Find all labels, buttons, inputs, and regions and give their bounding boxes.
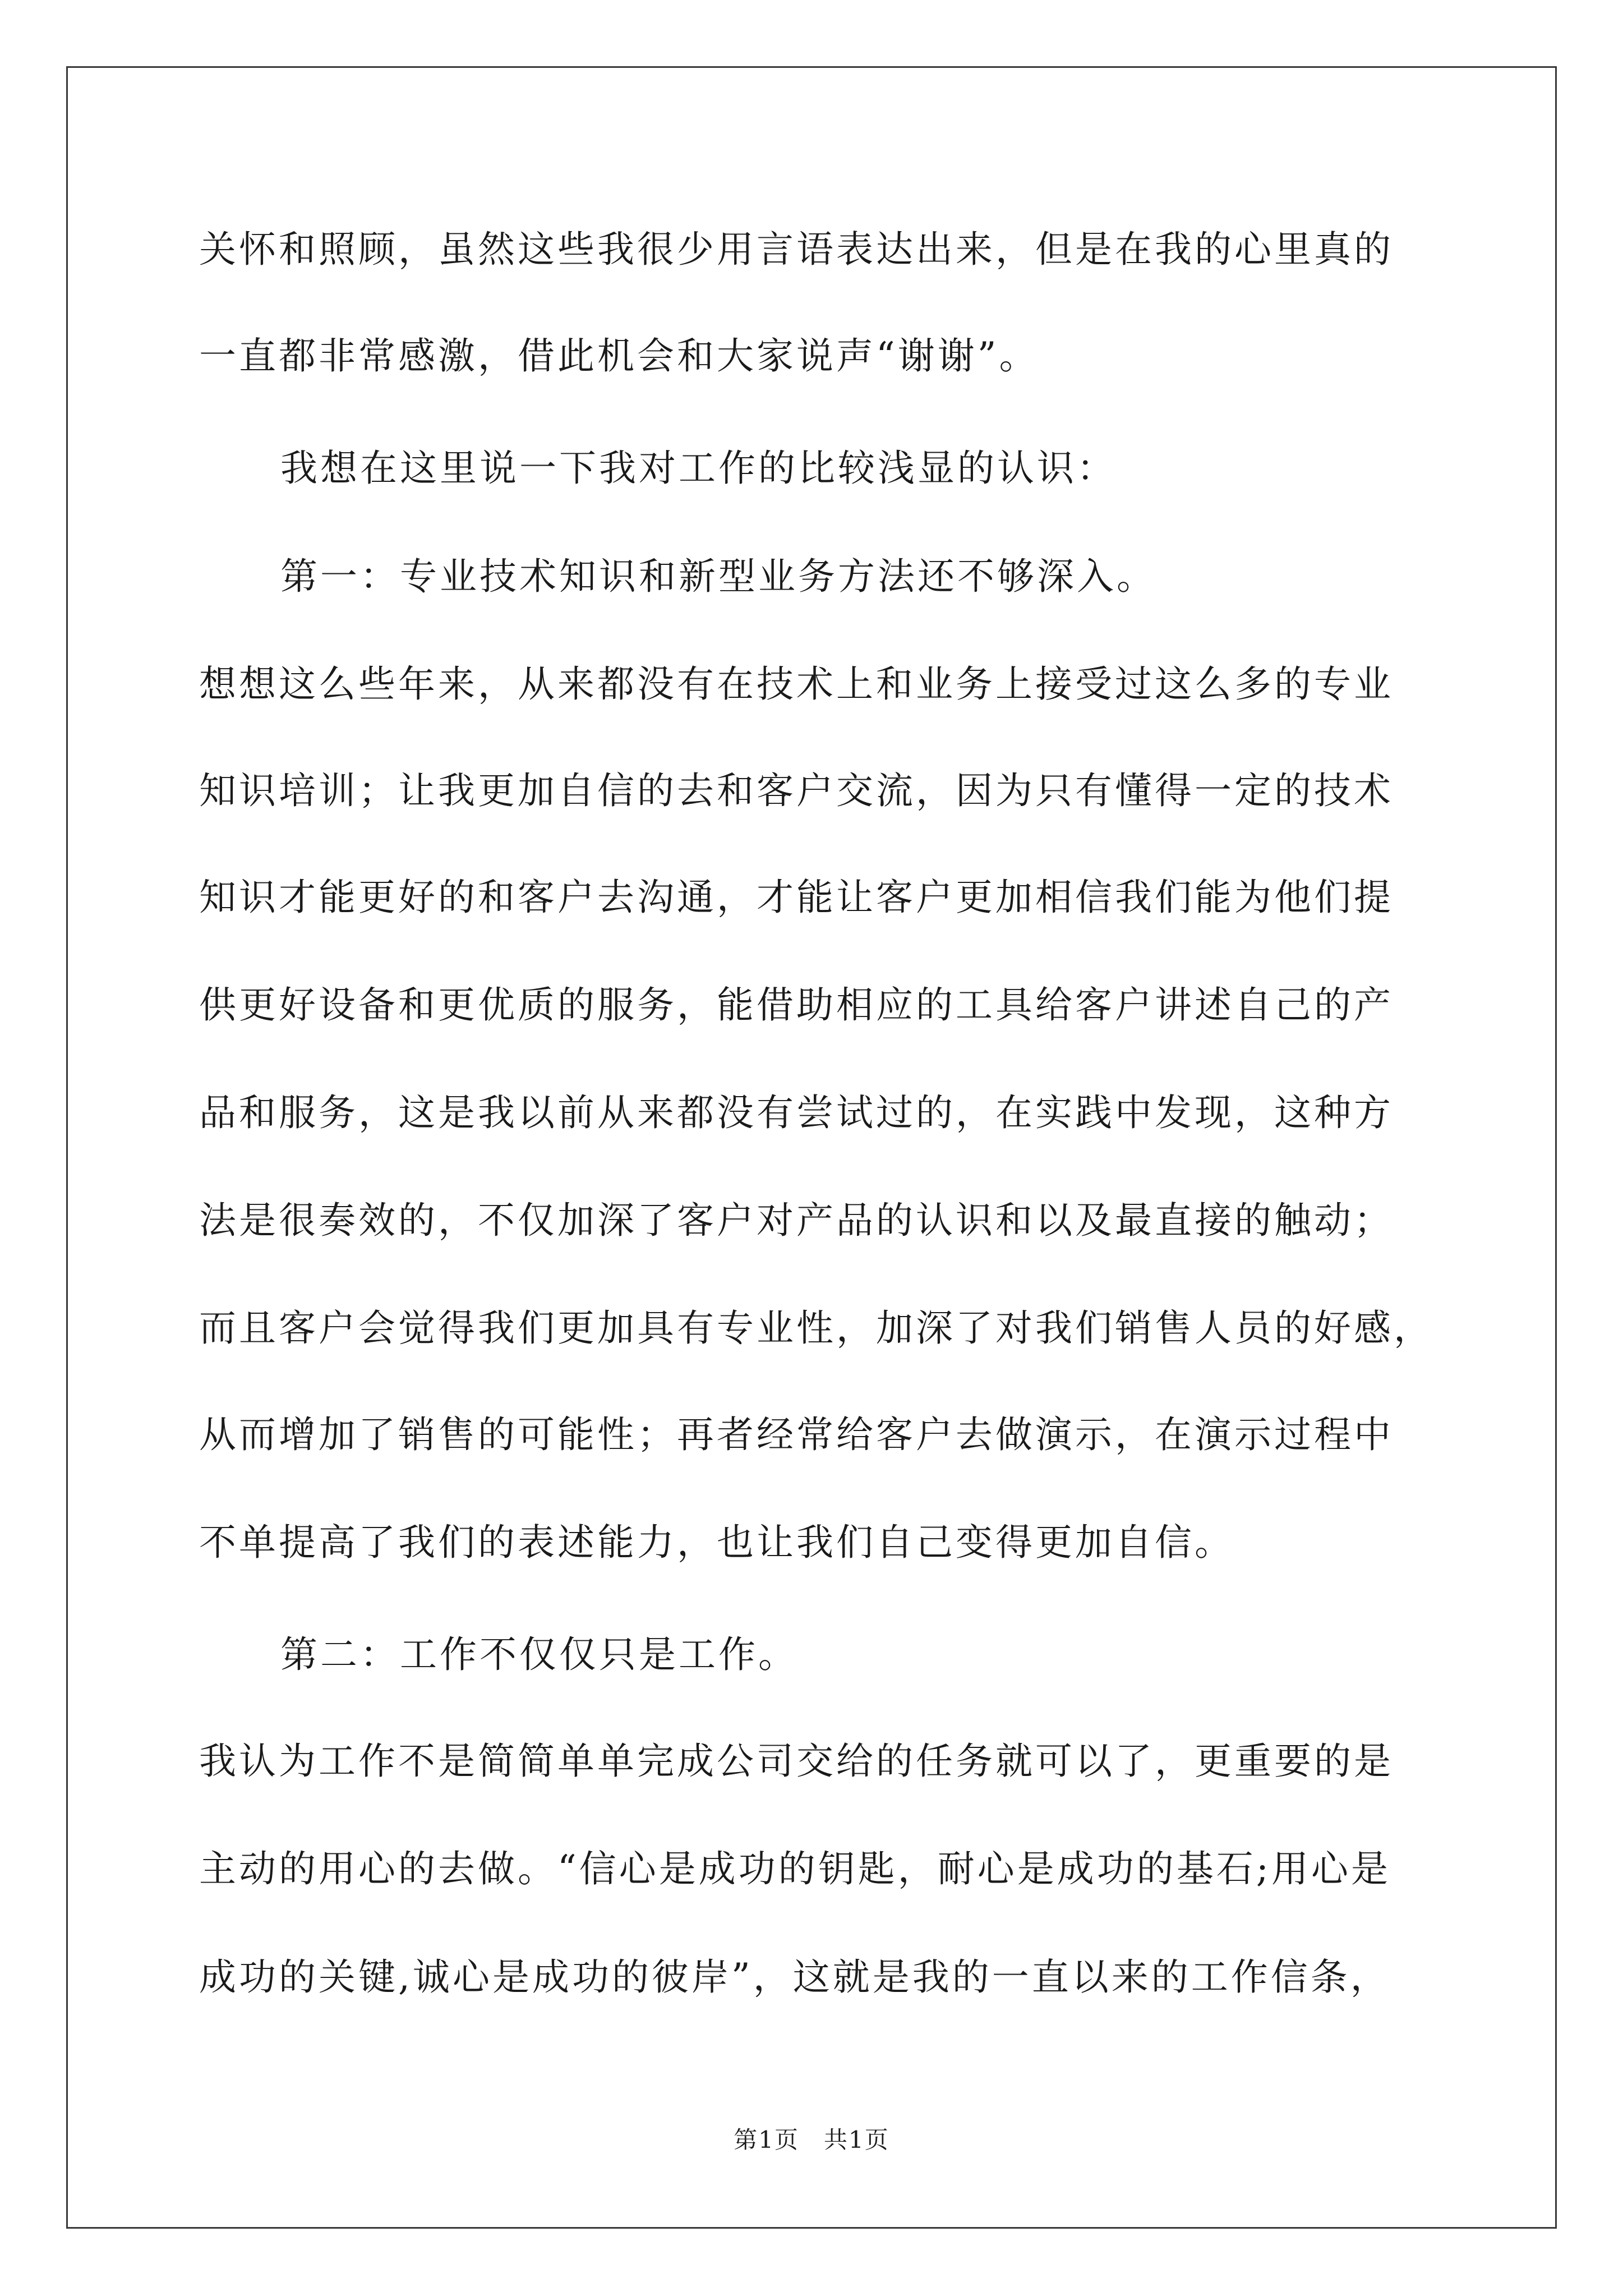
text-line: 成功的关键,诚心是成功的彼岸”，这就是我的一直以来的工作信条， — [199, 1955, 1390, 1999]
page-border — [66, 66, 1557, 2229]
text-line: 而且客户会觉得我们更加具有专业性，加深了对我们销售人员的好感， — [199, 1306, 1433, 1350]
text-line: 想想这么些年来，从来都没有在技术上和业务上接受过这么多的专业 — [199, 662, 1394, 706]
text-line: 供更好设备和更优质的服务，能借助相应的工具给客户讲述自己的产 — [199, 983, 1394, 1027]
section-heading-first: 第一：专业技术知识和新型业务方法还不够深入。 — [280, 555, 1156, 598]
text-line: 关怀和照顾，虽然这些我很少用言语表达出来，但是在我的心里真的 — [199, 228, 1394, 271]
text-line: 法是很奏效的，不仅加深了客户对产品的认识和以及最直接的触动； — [199, 1199, 1394, 1242]
text-line: 不单提高了我们的表述能力，也让我们自己变得更加自信。 — [199, 1521, 1234, 1564]
text-line: 品和服务，这是我以前从来都没有尝试过的，在实践中发现，这种方 — [199, 1091, 1394, 1134]
text-line: 知识培训；让我更加自信的去和客户交流，因为只有懂得一定的技术 — [199, 769, 1394, 812]
page-number-footer: 第1页 共1页 — [734, 2126, 889, 2154]
paragraph-first-line: 我想在这里说一下我对工作的比较浅显的认识： — [280, 447, 1117, 490]
text-line: 从而增加了销售的可能性；再者经常给客户去做演示，在演示过程中 — [199, 1413, 1394, 1456]
text-line: 知识才能更好的和客户去沟通，才能让客户更加相信我们能为他们提 — [199, 876, 1394, 919]
text-line: 我认为工作不是简简单单完成公司交给的任务就可以了，更重要的是 — [199, 1740, 1394, 1783]
text-line: 一直都非常感激，借此机会和大家说声“谢谢”。 — [199, 334, 1039, 378]
section-heading-second: 第二：工作不仅仅只是工作。 — [280, 1633, 798, 1676]
text-line: 主动的用心的去做。“信心是成功的钥匙，耐心是成功的基石;用心是 — [199, 1847, 1391, 1890]
